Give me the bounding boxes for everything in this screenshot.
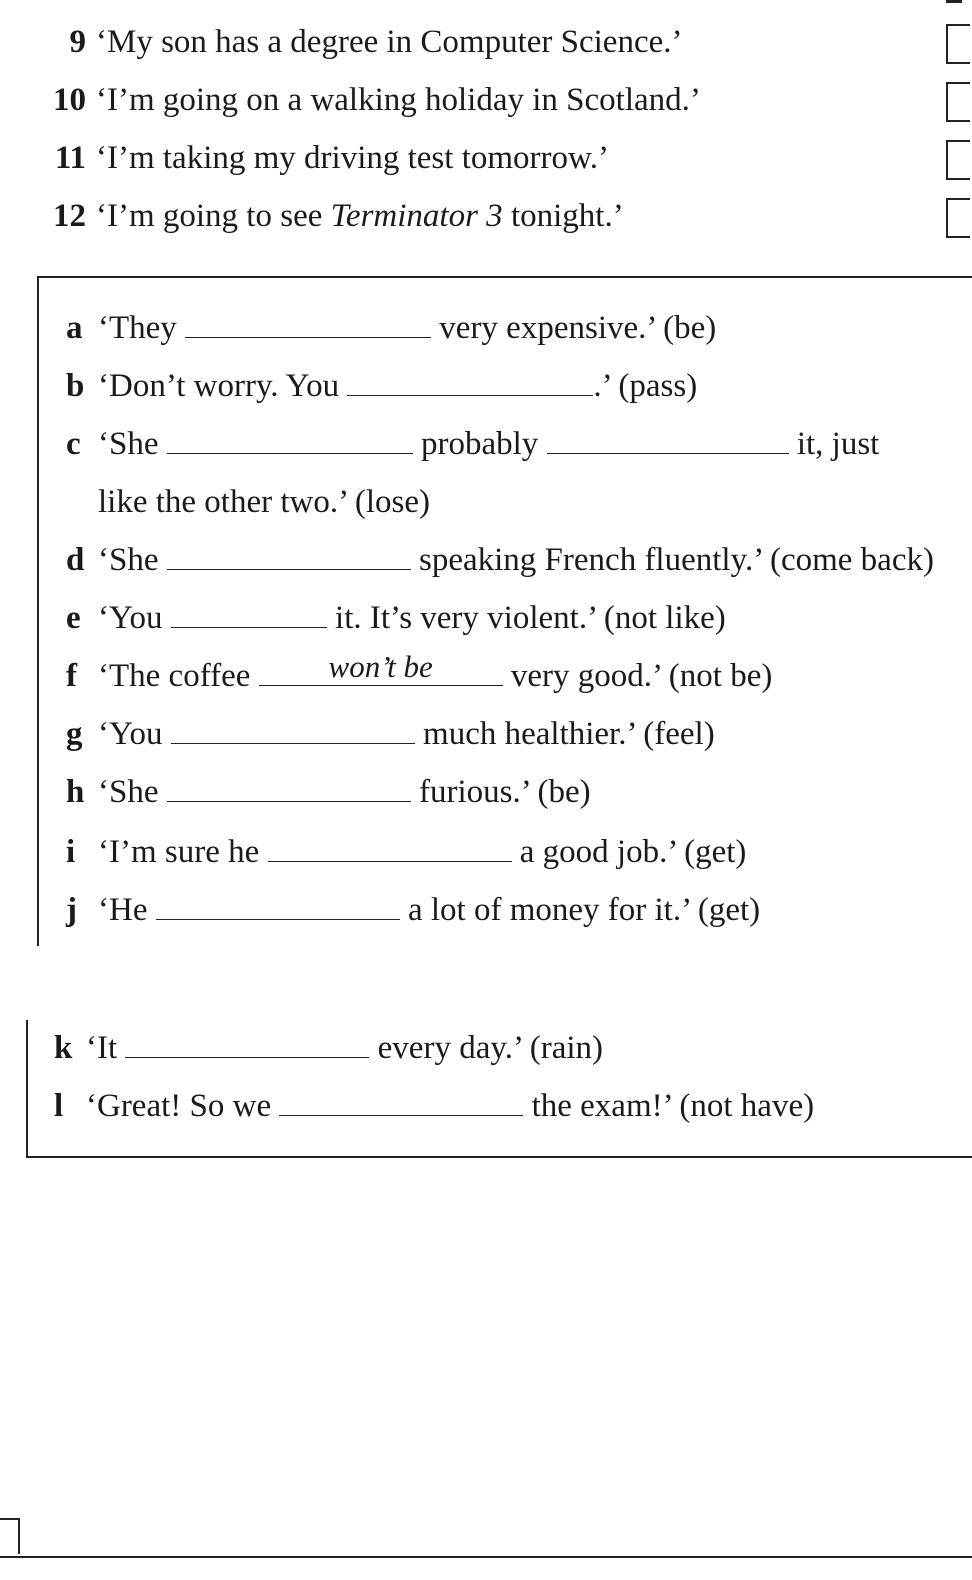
response-letter: e	[66, 600, 81, 636]
response-letter: a	[66, 310, 83, 346]
response-text-before: ‘The coffee	[98, 658, 251, 694]
answer-checkbox-10[interactable]	[946, 82, 970, 122]
answer-blank-h[interactable]	[167, 773, 411, 802]
response-text-continuation: like the other two.’ (lose)	[98, 484, 431, 520]
response-letter: c	[66, 426, 81, 462]
answer-checkbox-9[interactable]	[946, 24, 970, 64]
statement-text-post: tonight.’	[502, 198, 624, 234]
statement-number: 9	[69, 24, 86, 60]
response-text-before: ‘They	[98, 310, 177, 346]
statement-number: 11	[54, 140, 86, 176]
response-c-continuation	[98, 482, 430, 522]
response-text-before: ‘Great! So we	[86, 1088, 272, 1124]
answer-checkbox-12[interactable]	[946, 198, 970, 238]
response-letter: d	[66, 542, 85, 578]
response-text-after: very good.’ (not be)	[510, 658, 773, 694]
statement-text: ‘My son has a degree in Computer Science.’	[96, 24, 683, 60]
response-text-before: ‘Don’t worry. You	[98, 368, 340, 404]
answer-blank-e[interactable]	[171, 599, 327, 628]
response-letter: j	[66, 892, 77, 928]
response-letter: g	[66, 716, 83, 752]
statement-number: 10	[53, 82, 86, 118]
answer-blank-g[interactable]	[171, 715, 415, 744]
response-letter: l	[54, 1088, 64, 1124]
response-text-after: it, just	[796, 426, 880, 462]
statement-text	[96, 196, 624, 236]
response-text-before: ‘She	[98, 774, 159, 810]
response-text-before: ‘It	[86, 1030, 118, 1066]
statement-text-pre: ‘I’m going to see	[96, 198, 331, 234]
response-text-after: speaking French fluently.’ (come back)	[419, 542, 934, 578]
answer-blank-i[interactable]	[268, 833, 512, 862]
corner-mark	[0, 1518, 20, 1554]
response-text-after: a good job.’ (get)	[519, 834, 747, 870]
film-title: Terminator 3	[330, 198, 503, 234]
response-text-before: ‘You	[98, 600, 163, 636]
response-letter: i	[66, 834, 76, 870]
answer-blank-k[interactable]	[125, 1029, 369, 1058]
answer-checkbox-11[interactable]	[946, 140, 970, 180]
statement-number: 12	[53, 198, 86, 234]
answer-blank-b[interactable]	[347, 367, 593, 396]
response-text-before: ‘I’m sure he	[98, 834, 260, 870]
response-text-after: very expensive.’ (be)	[439, 310, 717, 346]
response-text-before: ‘He	[98, 892, 148, 928]
answer-blank-c-1[interactable]	[167, 425, 413, 454]
statement-text: ‘I’m taking my driving test tomorrow.’	[96, 140, 609, 176]
response-text-before: ‘She	[98, 426, 159, 462]
answer-blank-l[interactable]	[279, 1087, 523, 1116]
answer-blank-d[interactable]	[167, 541, 411, 570]
response-text-middle: probably	[421, 426, 539, 462]
response-text-before: ‘She	[98, 542, 159, 578]
example-answer: won’t be	[328, 649, 433, 684]
answer-blank-j[interactable]	[156, 891, 400, 920]
response-text-after: .’ (pass)	[593, 368, 698, 404]
response-letter: f	[66, 658, 77, 694]
response-letter: k	[54, 1030, 73, 1066]
answer-blank-a[interactable]	[185, 309, 431, 338]
response-text-after: furious.’ (be)	[419, 774, 591, 810]
answer-blank-f[interactable]	[259, 649, 503, 686]
bottom-rule	[0, 1556, 972, 1558]
response-text-before: ‘You	[98, 716, 163, 752]
response-letter: h	[66, 774, 85, 810]
response-text-after: every day.’ (rain)	[377, 1030, 604, 1066]
answer-blank-c-2[interactable]	[547, 425, 789, 454]
response-text-after: the exam!’ (not have)	[531, 1088, 815, 1124]
response-text-after: much healthier.’ (feel)	[423, 716, 715, 752]
response-text-after: a lot of money for it.’ (get)	[407, 892, 761, 928]
cut-off-line	[946, 0, 962, 3]
response-letter: b	[66, 368, 85, 404]
response-text-after: it. It’s very violent.’ (not like)	[335, 600, 726, 636]
statement-text: ‘I’m going on a walking holiday in Scotland.’	[96, 82, 701, 118]
